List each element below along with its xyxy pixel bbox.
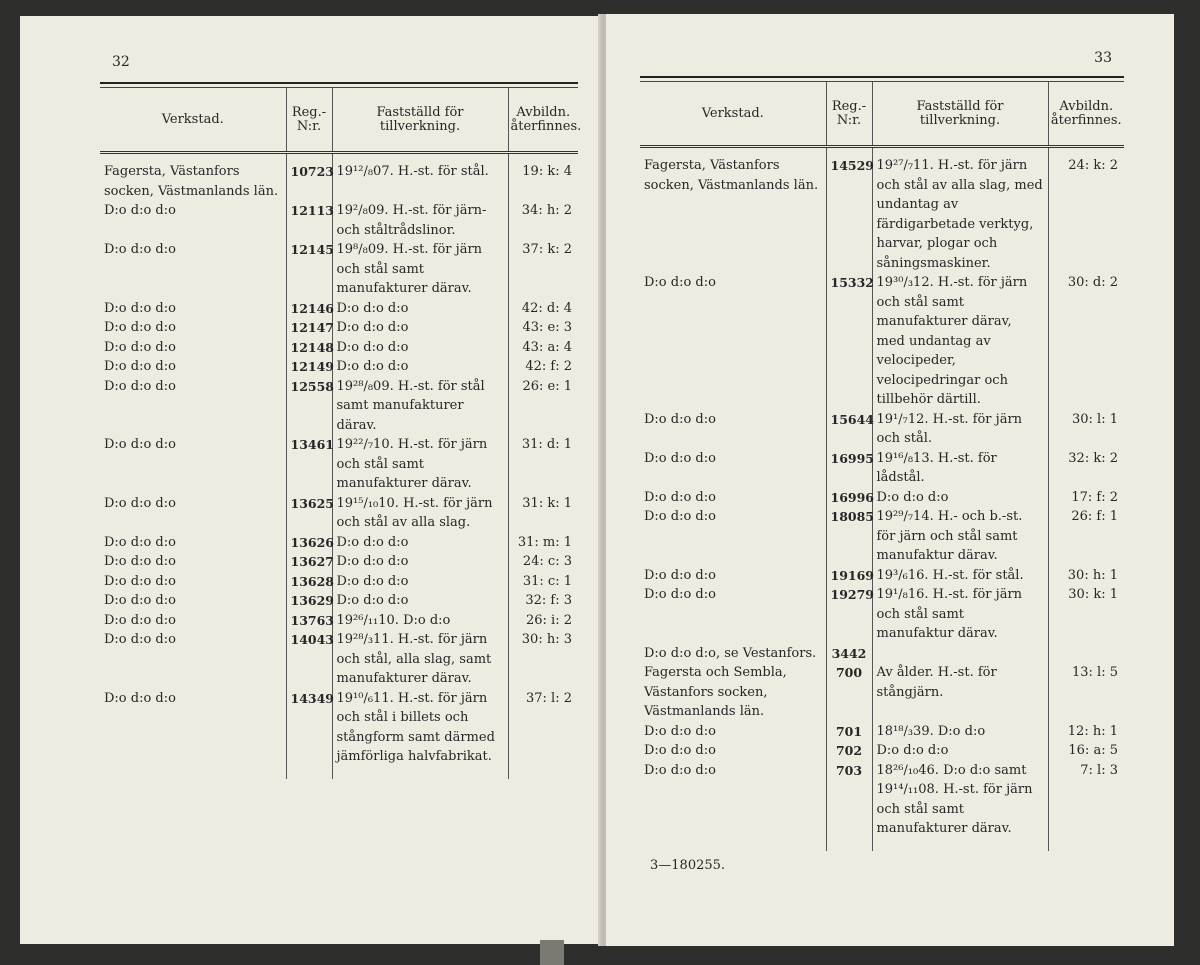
reg-nr-cell: 701 <box>826 722 872 742</box>
register-table-left <box>100 82 582 779</box>
faststalld-cell: D:o d:o d:o <box>872 741 1048 761</box>
col-header-faststalld: Fastställd för tillverkning. <box>872 82 1048 147</box>
avbildn-cell: 26: e: 1 <box>508 377 578 436</box>
reg-nr-cell: 19169 <box>826 566 872 586</box>
avbildn-cell: 30: l: 1 <box>1048 410 1124 449</box>
page-number-right: 33 <box>1094 50 1112 66</box>
table-row <box>640 410 1124 449</box>
reg-nr-cell: 12149 <box>286 357 332 377</box>
reg-nr-cell: 702 <box>826 741 872 761</box>
faststalld-cell: 19¹²/₈07. H.-st. för stål. <box>332 153 508 202</box>
verkstad-cell: D:o d:o d:o <box>644 275 716 290</box>
reg-nr-cell: 13627 <box>286 552 332 572</box>
faststalld-cell: 19²⁹/₇14. H.- och b.-st. för järn och stål samt manufaktur därav. <box>872 507 1048 566</box>
reg-nr-cell: 10723 <box>286 153 332 202</box>
verkstad-cell: D:o d:o d:o <box>104 554 176 569</box>
verkstad-cell: D:o d:o d:o <box>644 587 716 602</box>
table-tail-cell <box>1048 839 1124 851</box>
table-row <box>640 663 1124 722</box>
verkstad-cell: D:o d:o d:o <box>104 320 176 335</box>
table-tail-cell <box>100 767 286 779</box>
avbildn-cell: 19: k: 4 <box>508 153 578 202</box>
table-row <box>100 435 578 494</box>
faststalld-cell: D:o d:o d:o <box>332 357 508 377</box>
reg-nr-cell: 16995 <box>826 449 872 488</box>
faststalld-cell: 19³/₆16. H.-st. för stål. <box>872 566 1048 586</box>
faststalld-cell: 19²⁸/₈09. H.-st. för stål samt manufakturer därav. <box>332 377 508 436</box>
table-row <box>640 722 1124 742</box>
table-tail-cell <box>640 839 826 851</box>
verkstad-cell: D:o d:o d:o <box>104 359 176 374</box>
verkstad-cell: D:o d:o d:o <box>104 203 176 218</box>
col-header-reg-nr: Reg.- N:r. <box>826 82 872 147</box>
reg-nr-cell: 13625 <box>286 494 332 533</box>
reg-nr-cell: 14529 <box>826 147 872 274</box>
table-row <box>640 566 1124 586</box>
table-row <box>640 741 1124 761</box>
table-tail-cell <box>872 839 1048 851</box>
faststalld-cell: D:o d:o d:o <box>332 552 508 572</box>
reg-nr-cell: 12148 <box>286 338 332 358</box>
reg-nr-cell: 16996 <box>826 488 872 508</box>
faststalld-cell: D:o d:o d:o <box>332 533 508 553</box>
avbildn-cell: 31: d: 1 <box>508 435 578 494</box>
reg-nr-cell: 13626 <box>286 533 332 553</box>
table-row <box>100 494 578 533</box>
avbildn-cell: 24: c: 3 <box>508 552 578 572</box>
reg-nr-cell: 15644 <box>826 410 872 449</box>
table-row <box>100 338 578 358</box>
faststalld-cell: 19²⁶/₁₁10. D:o d:o <box>332 611 508 631</box>
verkstad-cell: D:o d:o d:o <box>644 723 716 739</box>
right-page <box>606 14 1174 946</box>
verkstad-cell: D:o d:o d:o, se Vestanfors. <box>644 645 817 661</box>
table-tail-cell <box>826 839 872 851</box>
table-row <box>100 201 578 240</box>
avbildn-cell: 31: c: 1 <box>508 572 578 592</box>
verkstad-cell: D:o d:o d:o <box>644 411 716 427</box>
table-row <box>640 644 1124 664</box>
reg-nr-cell: 14043 <box>286 630 332 689</box>
avbildn-cell: 43: a: 4 <box>508 338 578 358</box>
verkstad-cell: D:o d:o d:o <box>104 495 176 511</box>
avbildn-cell: 32: k: 2 <box>1048 449 1124 488</box>
faststalld-cell: Av ålder. H.-st. för stångjärn. <box>872 663 1048 722</box>
faststalld-cell: D:o d:o d:o <box>332 299 508 319</box>
col-header-avbildn: Avbildn. återfinnes. <box>1048 82 1124 147</box>
faststalld-cell: D:o d:o d:o <box>332 338 508 358</box>
col-header-reg-nr: Reg.- N:r. <box>286 88 332 153</box>
faststalld-cell: 19⁸/₈09. H.-st. för järn och stål samt manufakturer därav. <box>332 240 508 299</box>
faststalld-cell: 19³⁰/₃12. H.-st. för järn och stål samt manufakturer därav, med undantag av velocipeder, velocipedringar och tillbehör därtill. <box>872 273 1048 410</box>
table-tail-cell <box>332 767 508 779</box>
reg-nr-cell: 12113 <box>286 201 332 240</box>
verkstad-cell: D:o d:o d:o <box>104 612 176 628</box>
table-row <box>100 591 578 611</box>
reg-nr-cell: 12145 <box>286 240 332 299</box>
table-row <box>100 357 578 377</box>
reg-nr-cell: 12147 <box>286 318 332 338</box>
table-tail <box>640 839 1124 851</box>
reg-nr-cell: 19279 <box>826 585 872 644</box>
register-rows-right <box>640 147 1124 851</box>
avbildn-cell: 34: h: 2 <box>508 201 578 240</box>
col-header-verkstad: Verkstad. <box>100 88 286 153</box>
table-row <box>100 689 578 767</box>
verkstad-cell: D:o d:o d:o <box>104 300 176 316</box>
avbildn-cell: 7: l: 3 <box>1048 761 1124 839</box>
table-row <box>100 630 578 689</box>
faststalld-cell: 18²⁶/₁₀46. D:o d:o samt 19¹⁴/₁₁08. H.-st. för järn och stål samt manufakturer därav. <box>872 761 1048 839</box>
avbildn-cell <box>1048 644 1124 664</box>
table-row <box>100 299 578 319</box>
table-row <box>640 273 1124 410</box>
faststalld-cell: 19²/₈09. H.-st. för järn- och ståltrådslinor. <box>332 201 508 240</box>
verkstad-cell: D:o d:o d:o <box>644 743 716 758</box>
faststalld-cell: D:o d:o d:o <box>872 488 1048 508</box>
reg-nr-cell: 12146 <box>286 299 332 319</box>
register-rows-left <box>100 153 578 779</box>
table-row <box>640 449 1124 488</box>
left-page <box>20 16 602 944</box>
faststalld-cell: D:o d:o d:o <box>332 591 508 611</box>
avbildn-cell: 37: k: 2 <box>508 240 578 299</box>
verkstad-cell: D:o d:o d:o <box>104 437 176 452</box>
faststalld-cell: 19¹⁶/₈13. H.-st. för lådstål. <box>872 449 1048 488</box>
avbildn-cell: 26: f: 1 <box>1048 507 1124 566</box>
faststalld-cell: 19²⁸/₃11. H.-st. för järn och stål, alla slag, samt manufakturer därav. <box>332 630 508 689</box>
col-header-verkstad: Verkstad. <box>640 82 826 147</box>
faststalld-cell: 19¹/₈16. H.-st. för järn och stål samt manufaktur därav. <box>872 585 1048 644</box>
verkstad-cell: D:o d:o d:o <box>644 567 716 583</box>
avbildn-cell: 31: m: 1 <box>508 533 578 553</box>
verkstad-cell: D:o d:o d:o <box>104 378 176 394</box>
table-tail-cell <box>286 767 332 779</box>
reg-nr-cell: 12558 <box>286 377 332 436</box>
verkstad-cell: D:o d:o d:o <box>644 509 716 524</box>
verkstad-cell: D:o d:o d:o <box>104 534 176 550</box>
reg-nr-cell: 3442 <box>826 644 872 664</box>
verkstad-cell: Fagersta och Sembla, Västanfors socken, Västmanlands län. <box>644 665 787 719</box>
table-row <box>100 552 578 572</box>
verkstad-cell: D:o d:o d:o <box>644 450 716 466</box>
verkstad-cell: D:o d:o d:o <box>104 573 176 589</box>
register-table-right <box>640 76 1124 851</box>
reg-nr-cell: 700 <box>826 663 872 722</box>
reg-nr-cell: 14349 <box>286 689 332 767</box>
reg-nr-cell: 15332 <box>826 273 872 410</box>
table-row <box>640 585 1124 644</box>
avbildn-cell: 42: f: 2 <box>508 357 578 377</box>
table-row <box>100 318 578 338</box>
avbildn-cell: 16: a: 5 <box>1048 741 1124 761</box>
avbildn-cell: 13: l: 5 <box>1048 663 1124 722</box>
verkstad-cell: D:o d:o d:o <box>644 762 716 778</box>
faststalld-cell: 18¹⁸/₃39. D:o d:o <box>872 722 1048 742</box>
avbildn-cell: 42: d: 4 <box>508 299 578 319</box>
table-row <box>640 147 1124 274</box>
faststalld-cell: 19²⁷/₇11. H.-st. för järn och stål av alla slag, med undantag av färdigarbetade verktyg, harvar, plogar och såningsmaskiner. <box>872 147 1048 274</box>
faststalld-cell <box>872 644 1048 664</box>
table-tail <box>100 767 578 779</box>
reg-nr-cell: 13628 <box>286 572 332 592</box>
faststalld-cell: D:o d:o d:o <box>332 572 508 592</box>
verkstad-cell: Fagersta, Västanfors socken, Västmanlands län. <box>104 164 279 199</box>
table-tail-cell <box>508 767 578 779</box>
reg-nr-cell: 703 <box>826 761 872 839</box>
avbildn-cell: 30: d: 2 <box>1048 273 1124 410</box>
avbildn-cell: 30: h: 3 <box>508 630 578 689</box>
table-row <box>640 507 1124 566</box>
avbildn-cell: 30: k: 1 <box>1048 585 1124 644</box>
table-row <box>100 611 578 631</box>
verkstad-cell: D:o d:o d:o <box>104 339 176 355</box>
avbildn-cell: 37: l: 2 <box>508 689 578 767</box>
reg-nr-cell: 13763 <box>286 611 332 631</box>
verkstad-cell: D:o d:o d:o <box>104 690 176 706</box>
reg-nr-cell: 13629 <box>286 591 332 611</box>
avbildn-cell: 17: f: 2 <box>1048 488 1124 508</box>
table-row <box>100 240 578 299</box>
reg-nr-cell: 13461 <box>286 435 332 494</box>
faststalld-cell: D:o d:o d:o <box>332 318 508 338</box>
verkstad-cell: D:o d:o d:o <box>644 489 716 505</box>
verkstad-cell: D:o d:o d:o <box>104 632 176 647</box>
table-row <box>100 572 578 592</box>
avbildn-cell: 31: k: 1 <box>508 494 578 533</box>
avbildn-cell: 12: h: 1 <box>1048 722 1124 742</box>
binding-strip <box>540 940 564 965</box>
faststalld-cell: 19¹/₇12. H.-st. för järn och stål. <box>872 410 1048 449</box>
page-number-left: 32 <box>112 54 130 70</box>
table-row <box>100 153 578 202</box>
avbildn-cell: 43: e: 3 <box>508 318 578 338</box>
verkstad-cell: Fagersta, Västanfors socken, Västmanlands län. <box>644 158 819 193</box>
avbildn-cell: 26: i: 2 <box>508 611 578 631</box>
verkstad-cell: D:o d:o d:o <box>104 242 176 257</box>
avbildn-cell: 24: k: 2 <box>1048 147 1124 274</box>
avbildn-cell: 32: f: 3 <box>508 591 578 611</box>
table-row <box>100 533 578 553</box>
col-header-faststalld: Fastställd för tillverkning. <box>332 88 508 153</box>
print-footer: 3—180255. <box>650 858 726 873</box>
col-header-avbildn: Avbildn. återfinnes. <box>508 88 578 153</box>
faststalld-cell: 19¹⁵/₁₀10. H.-st. för järn och stål av alla slag. <box>332 494 508 533</box>
table-row <box>100 377 578 436</box>
table-row <box>640 488 1124 508</box>
avbildn-cell: 30: h: 1 <box>1048 566 1124 586</box>
table-row <box>640 761 1124 839</box>
reg-nr-cell: 18085 <box>826 507 872 566</box>
faststalld-cell: 19¹⁰/₆11. H.-st. för järn och stål i billets och stångform samt därmed jämförliga halvfabrikat. <box>332 689 508 767</box>
faststalld-cell: 19²²/₇10. H.-st. för järn och stål samt manufakturer därav. <box>332 435 508 494</box>
verkstad-cell: D:o d:o d:o <box>104 593 176 608</box>
